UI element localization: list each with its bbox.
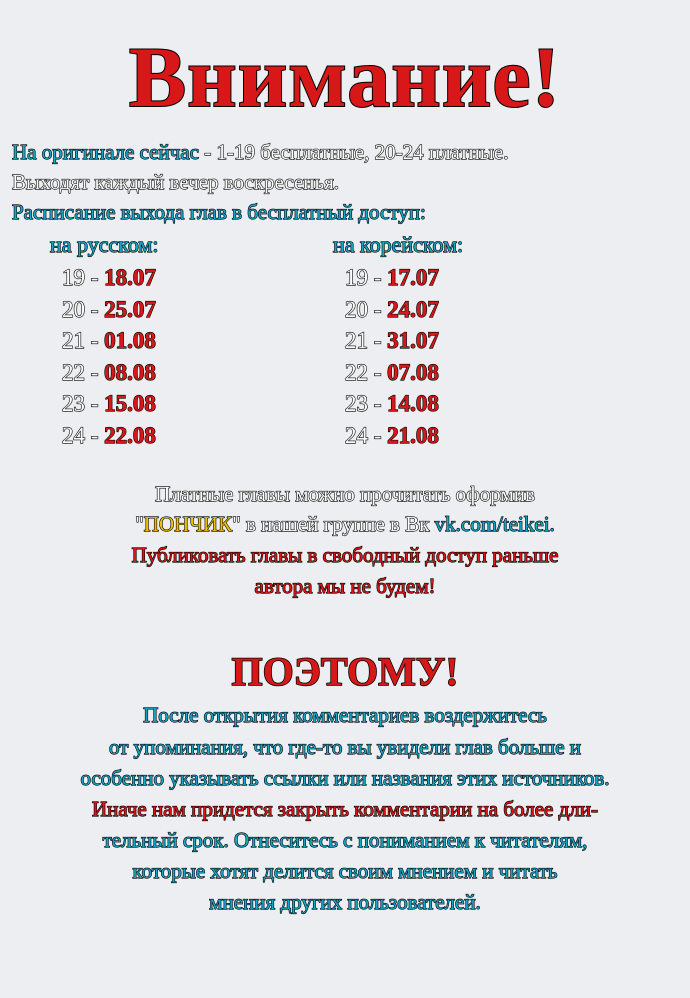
schedule-row: 20 - 24.07: [345, 296, 439, 322]
schedule-row: 22 - 07.08: [345, 359, 439, 385]
schedule-row: 20 - 25.07: [62, 296, 156, 322]
schedule-row: 23 - 14.08: [345, 391, 439, 416]
comment-rule-line: особенно указывать ссылки или названия этих источников.: [80, 766, 610, 790]
original-status-text: - 1-19 бесплатные, 20-24 платные.: [198, 140, 509, 164]
schedule-russian-header: на русском:: [50, 232, 159, 257]
schedule-korean-column: [333, 232, 463, 451]
paid-chapters-text: Платные главы можно прочитать оформив: [155, 482, 535, 506]
comment-rule-line: которые хотят делится своим мнением и читать: [132, 859, 558, 883]
schedule-russian-column: [50, 232, 158, 451]
schedule-row: 24 - 21.08: [345, 422, 439, 448]
publish-warning-line1: Публиковать главы в свободный доступ раньше: [131, 543, 559, 567]
schedule-row: 24 - 22.08: [62, 422, 156, 448]
comment-rule-line: мнения других пользователей.: [209, 890, 481, 914]
paid-chapters-group-line: "ПОНЧИК" в нашей группе в Вк vk.com/teikei.: [135, 512, 555, 536]
comment-warning-line: Иначе нам придется закрыть комментарии на более дли-: [91, 797, 599, 821]
schedule-heading: Расписание выхода глав в бесплатный доступ:: [12, 200, 426, 224]
comment-rule-line: от упоминания, что где-то вы увидели глав больше и: [109, 735, 581, 759]
schedule-row: 19 - 17.07: [345, 265, 439, 290]
publish-warning-line2: автора мы не будем!: [254, 574, 436, 598]
original-status-line: [12, 140, 508, 165]
original-status-label: На оригинале сейчас: [12, 140, 199, 164]
comment-rule-line: После открытия комментариев воздержитесь: [143, 703, 547, 727]
release-day-line: Выходят каждый вечер воскресенья.: [12, 170, 339, 194]
page-title: Внимание!: [128, 29, 562, 125]
schedule-row: 21 - 31.07: [345, 328, 439, 353]
schedule-row: 22 - 08.08: [62, 359, 156, 385]
group-link[interactable]: vk.com/teikei.: [434, 512, 555, 536]
comment-rule-line: тельный срок. Отнеситесь с пониманием к читателям,: [102, 828, 588, 852]
schedule-row: 19 - 18.07: [62, 265, 156, 290]
schedule-row: 23 - 15.08: [62, 391, 156, 416]
donut-name: ПОНЧИК: [143, 512, 233, 536]
schedule-row: 21 - 01.08: [62, 328, 156, 353]
therefore-heading: ПОЭТОМУ!: [231, 649, 459, 694]
schedule-korean-header: на корейском:: [333, 232, 464, 257]
